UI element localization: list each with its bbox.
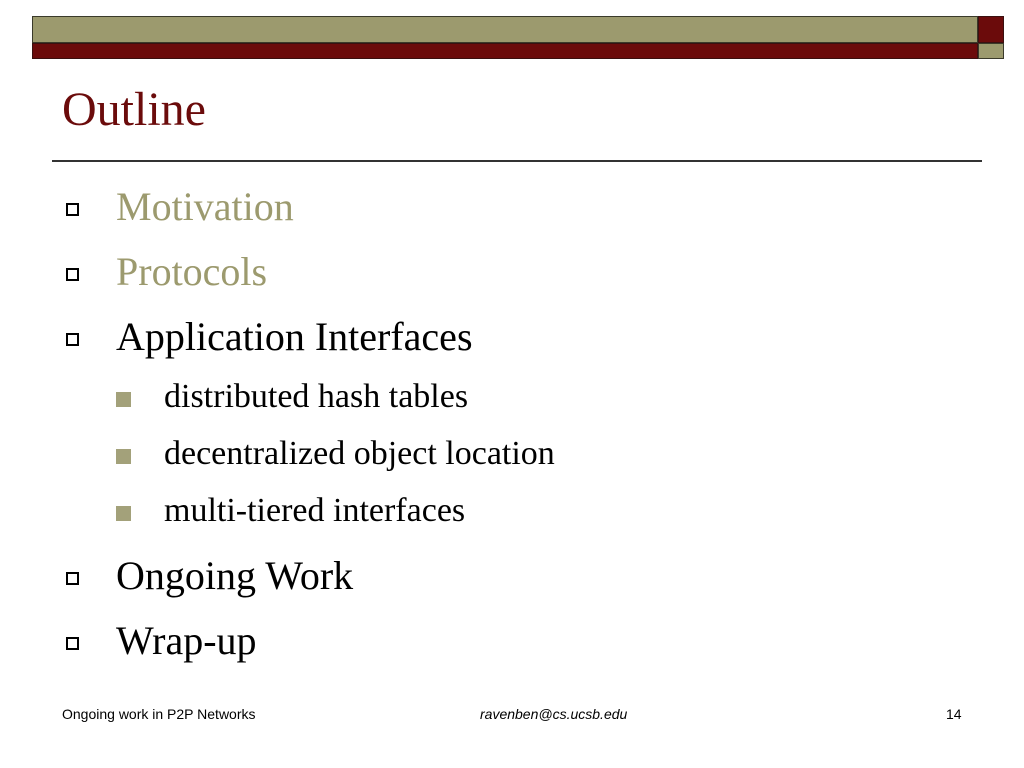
outline-item-label: Motivation (116, 184, 294, 229)
footer-slide-number: 14 (946, 706, 962, 722)
hollow-square-bullet-icon (66, 203, 79, 216)
footer-presentation-title: Ongoing work in P2P Networks (62, 706, 256, 722)
filled-square-bullet-icon (116, 506, 131, 521)
header-band-olive (32, 16, 978, 43)
title-divider (52, 160, 982, 162)
sub-item-label: distributed hash tables (164, 378, 469, 415)
sub-item-label: multi-tiered interfaces (164, 492, 466, 529)
outline-item-label: Application Interfaces (116, 314, 473, 359)
slide-title: Outline (62, 83, 206, 136)
hollow-square-bullet-icon (66, 637, 79, 650)
filled-square-bullet-icon (116, 449, 131, 464)
sub-item-label: decentralized object location (164, 435, 555, 472)
hollow-square-bullet-icon (66, 268, 79, 281)
outline-item-label: Wrap-up (116, 618, 257, 663)
outline-item-label: Protocols (116, 249, 268, 294)
header-square-olive (978, 43, 1004, 59)
header-band-red (32, 43, 978, 59)
filled-square-bullet-icon (116, 392, 131, 407)
outline-item-label: Ongoing Work (116, 553, 354, 598)
header-square-red (978, 16, 1004, 43)
hollow-square-bullet-icon (66, 572, 79, 585)
hollow-square-bullet-icon (66, 333, 79, 346)
footer-email: ravenben@cs.ucsb.edu (480, 706, 628, 722)
